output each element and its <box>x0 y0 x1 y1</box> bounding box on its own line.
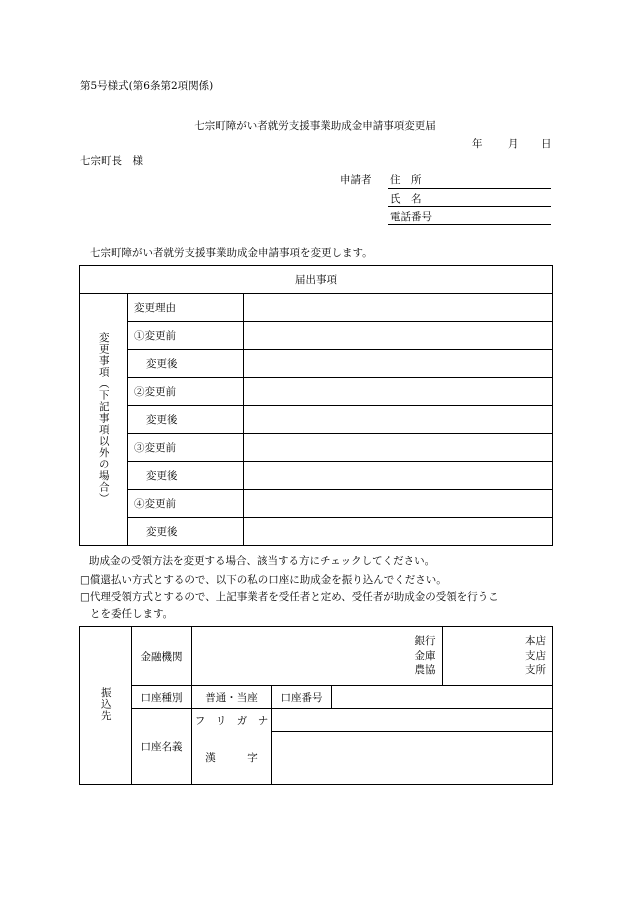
row-value-before-4[interactable] <box>244 490 553 518</box>
note-option-reimbursement[interactable]: □償還払い方式とするので、以下の私の口座に助成金を振り込んでください。 <box>80 574 447 586</box>
account-type-label: 口座種別 <box>132 686 192 709</box>
note-option-proxy-cont: とを委任します。 <box>90 608 174 620</box>
form-id: 第5号様式(第6条第2項関係) <box>80 80 214 92</box>
account-type-value[interactable]: 普通・当座 <box>192 686 272 709</box>
name-line[interactable] <box>388 206 551 207</box>
row-label-before-1: ①変更前 <box>128 322 244 350</box>
institution-label: 金融機関 <box>132 627 192 686</box>
row-value-before-3[interactable] <box>244 434 553 462</box>
furigana-label: フ リ ガ ナ <box>192 709 272 732</box>
row-label-after-1: 変更後 <box>128 350 244 378</box>
row-label-after-4: 変更後 <box>128 518 244 546</box>
row-value-after-3[interactable] <box>244 462 553 490</box>
row-value-after-1[interactable] <box>244 350 553 378</box>
row-value-before-1[interactable] <box>244 322 553 350</box>
branch-type-cell[interactable]: 本店 支店 支所 <box>442 627 553 686</box>
account-number-value[interactable] <box>332 686 553 709</box>
change-table <box>79 265 553 546</box>
transfer-vertical-label: 振込先 <box>80 627 132 785</box>
account-number-label: 口座番号 <box>272 686 332 709</box>
row-label-after-2: 変更後 <box>128 406 244 434</box>
applicant-label: 申請者 <box>340 174 372 186</box>
row-value-reason[interactable] <box>244 294 553 322</box>
row-value-before-2[interactable] <box>244 378 553 406</box>
intro-text: 七宗町障がい者就労支援事業助成金申請事項を変更します。 <box>90 247 373 259</box>
row-value-after-2[interactable] <box>244 406 553 434</box>
account-name-label: 口座名義 <box>132 709 192 785</box>
row-label-after-3: 変更後 <box>128 462 244 490</box>
bank-table <box>79 626 553 785</box>
date-month-label: 月 <box>508 138 519 150</box>
note-option-proxy[interactable]: □代理受領方式とするので、上記事業者を受任者と定め、受任者が助成金の受領を行うこ <box>80 591 499 603</box>
note-instruction: 助成金の受領方法を変更する場合、該当する方にチェックしてください。 <box>89 555 436 567</box>
furigana-value[interactable] <box>272 709 553 732</box>
row-value-after-4[interactable] <box>244 518 553 546</box>
date-day-label: 日 <box>541 138 552 150</box>
name-label: 氏 名 <box>390 193 422 205</box>
bank-type-cell[interactable]: 銀行 金庫 農協 <box>192 627 443 686</box>
row-label-reason: 変更理由 <box>128 294 244 322</box>
address-label: 住 所 <box>390 174 422 186</box>
addressee: 七宗町長 様 <box>80 155 143 167</box>
phone-line[interactable] <box>388 224 551 225</box>
change-items-vertical-label: 変更事項（下記事項以外の場合） <box>80 294 128 546</box>
kanji-label: 漢 字 <box>192 732 272 785</box>
row-label-before-4: ④変更前 <box>128 490 244 518</box>
address-line[interactable] <box>388 188 551 189</box>
row-label-before-2: ②変更前 <box>128 378 244 406</box>
kanji-value[interactable] <box>272 732 553 785</box>
row-label-before-3: ③変更前 <box>128 434 244 462</box>
phone-label: 電話番号 <box>390 211 432 223</box>
date-year-label: 年 <box>472 138 483 150</box>
form-title: 七宗町障がい者就労支援事業助成金申請事項変更届 <box>194 120 436 132</box>
change-table-header: 届出事項 <box>80 266 553 294</box>
